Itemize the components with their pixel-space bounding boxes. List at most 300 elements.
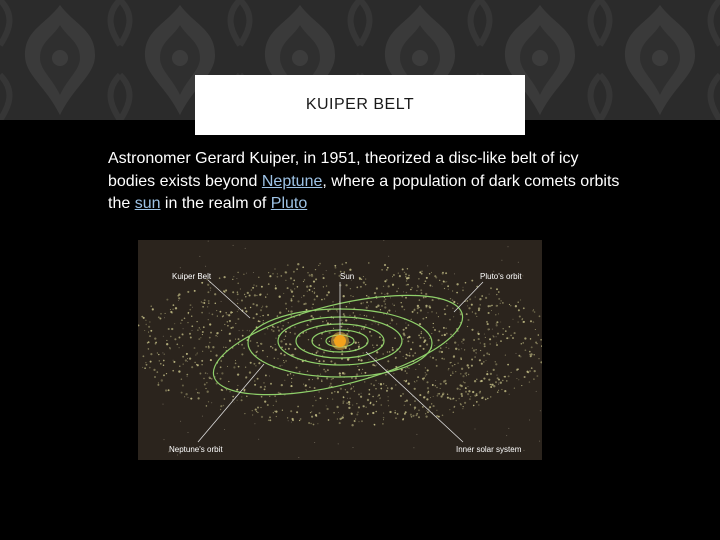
belt-dot — [185, 393, 187, 395]
belt-dot — [270, 346, 272, 348]
belt-dot — [496, 305, 498, 307]
belt-dot — [471, 280, 473, 282]
belt-dot — [509, 304, 510, 305]
belt-dot — [209, 323, 211, 325]
background-star — [466, 372, 467, 373]
background-star — [435, 380, 436, 381]
belt-dot — [252, 303, 254, 305]
belt-dot — [287, 264, 289, 266]
belt-dot — [285, 331, 287, 333]
belt-dot — [449, 409, 450, 410]
belt-dot — [280, 340, 282, 342]
belt-dot — [348, 403, 350, 405]
background-star — [498, 384, 499, 385]
belt-dot — [369, 389, 371, 391]
belt-dot — [368, 262, 369, 263]
belt-dot — [416, 414, 418, 416]
belt-dot — [197, 392, 198, 393]
belt-dot — [367, 399, 369, 401]
belt-dot — [237, 291, 238, 292]
belt-dot — [267, 294, 268, 295]
belt-dot — [387, 293, 389, 295]
belt-dot — [285, 272, 287, 274]
belt-dot — [498, 298, 500, 300]
belt-dot — [249, 294, 251, 296]
belt-dot — [216, 310, 217, 311]
background-star — [246, 273, 247, 274]
belt-dot — [200, 329, 201, 330]
belt-dot — [227, 321, 228, 322]
belt-dot — [214, 293, 216, 295]
belt-dot — [256, 342, 257, 343]
belt-dot — [488, 354, 490, 356]
belt-dot — [275, 344, 276, 345]
belt-dot — [414, 400, 416, 402]
belt-dot — [450, 334, 452, 336]
belt-dot — [496, 321, 498, 323]
belt-dot — [220, 405, 222, 407]
belt-dot — [377, 323, 379, 325]
background-star — [326, 270, 327, 271]
belt-dot — [412, 311, 414, 313]
belt-dot — [262, 350, 264, 352]
belt-dot — [221, 372, 223, 374]
background-star — [178, 300, 179, 301]
belt-dot — [178, 297, 180, 299]
belt-dot — [384, 303, 386, 305]
belt-dot — [202, 302, 203, 303]
belt-dot — [272, 330, 274, 332]
belt-dot — [466, 375, 467, 376]
belt-dot — [490, 386, 492, 388]
background-star — [354, 319, 355, 320]
belt-dot — [384, 264, 386, 266]
belt-dot — [303, 295, 304, 296]
belt-dot — [208, 376, 210, 378]
belt-dot — [428, 391, 429, 392]
belt-dot — [460, 373, 462, 375]
belt-dot — [316, 295, 318, 297]
belt-dot — [302, 266, 304, 268]
belt-dot — [391, 319, 393, 321]
belt-dot — [229, 320, 231, 322]
belt-dot — [361, 279, 362, 280]
belt-dot — [412, 355, 414, 357]
belt-dot — [362, 369, 363, 370]
background-star — [177, 455, 178, 456]
belt-dot — [467, 393, 469, 395]
belt-dot — [479, 392, 481, 394]
belt-dot — [199, 327, 200, 328]
belt-dot — [238, 338, 240, 340]
belt-dot — [533, 309, 534, 310]
belt-dot — [384, 306, 386, 308]
belt-dot — [281, 384, 283, 386]
belt-dot — [359, 314, 360, 315]
background-star — [163, 404, 164, 405]
belt-dot — [232, 326, 234, 328]
belt-dot — [183, 334, 184, 335]
belt-dot — [221, 360, 222, 361]
belt-dot — [332, 398, 333, 399]
belt-dot — [311, 411, 312, 412]
pluto-link[interactable]: Pluto — [270, 195, 308, 212]
belt-dot — [395, 384, 396, 385]
belt-dot — [216, 332, 218, 334]
belt-dot — [343, 415, 344, 416]
belt-dot — [252, 410, 253, 411]
belt-dot — [471, 365, 473, 367]
belt-dot — [256, 411, 257, 412]
background-star — [221, 301, 222, 302]
belt-dot — [363, 282, 365, 284]
belt-dot — [383, 300, 385, 302]
belt-dot — [496, 288, 498, 290]
belt-dot — [355, 377, 357, 379]
belt-dot — [187, 322, 188, 323]
belt-dot — [452, 290, 453, 291]
background-star — [338, 412, 339, 413]
belt-dot — [247, 292, 249, 294]
belt-dot — [395, 366, 397, 368]
belt-dot — [318, 344, 320, 346]
background-star — [475, 429, 476, 430]
belt-dot — [240, 289, 241, 290]
background-star — [375, 366, 376, 367]
belt-dot — [407, 268, 408, 269]
belt-dot — [290, 410, 292, 412]
belt-dot — [442, 272, 444, 274]
belt-dot — [188, 313, 189, 314]
belt-dot — [317, 423, 318, 424]
belt-dot — [293, 271, 295, 273]
background-star — [276, 400, 277, 401]
belt-dot — [441, 334, 443, 336]
belt-dot — [205, 372, 207, 374]
background-star — [238, 309, 239, 310]
belt-dot — [276, 416, 277, 417]
belt-dot — [350, 384, 352, 386]
belt-dot — [245, 296, 246, 297]
belt-dot — [186, 353, 188, 355]
belt-dot — [283, 360, 284, 361]
belt-dot — [515, 305, 517, 307]
belt-dot — [356, 403, 357, 404]
belt-dot — [417, 376, 419, 378]
belt-dot — [291, 378, 292, 379]
belt-dot — [220, 409, 221, 410]
belt-dot — [149, 367, 151, 369]
background-star — [321, 379, 322, 380]
belt-dot — [170, 309, 171, 310]
belt-dot — [332, 301, 333, 302]
belt-dot — [366, 301, 368, 303]
belt-dot — [196, 321, 197, 322]
belt-dot — [276, 401, 277, 402]
belt-dot — [358, 393, 360, 395]
belt-dot — [157, 384, 159, 386]
belt-dot — [491, 310, 492, 311]
belt-dot — [488, 312, 490, 314]
belt-dot — [260, 293, 262, 295]
belt-dot — [423, 297, 425, 299]
belt-dot — [434, 345, 435, 346]
belt-dot — [448, 369, 449, 370]
belt-dot — [403, 356, 404, 357]
belt-dot — [396, 323, 397, 324]
belt-dot — [475, 297, 476, 298]
belt-dot — [530, 338, 532, 340]
belt-dot — [295, 367, 297, 369]
belt-dot — [353, 326, 354, 327]
belt-dot — [501, 389, 502, 390]
belt-dot — [378, 394, 380, 396]
belt-dot — [491, 305, 493, 307]
background-star — [209, 313, 210, 314]
belt-dot — [201, 282, 203, 284]
belt-dot — [293, 283, 294, 284]
belt-dot — [150, 353, 152, 355]
belt-dot — [406, 280, 407, 281]
body-paragraph — [108, 148, 628, 216]
belt-dot — [357, 366, 358, 367]
belt-dot — [452, 398, 453, 399]
belt-dot — [215, 303, 217, 305]
belt-dot — [405, 357, 407, 359]
belt-dot — [387, 373, 388, 374]
belt-dot — [377, 396, 378, 397]
belt-dot — [486, 352, 488, 354]
belt-dot — [405, 370, 407, 372]
belt-dot — [416, 380, 418, 382]
belt-dot — [308, 339, 309, 340]
belt-dot — [423, 348, 425, 350]
belt-dot — [443, 358, 445, 360]
belt-dot — [502, 334, 504, 336]
belt-dot — [181, 320, 182, 321]
belt-dot — [510, 335, 512, 337]
belt-dot — [314, 396, 315, 397]
background-star — [461, 348, 462, 349]
belt-dot — [375, 322, 376, 323]
belt-dot — [518, 302, 519, 303]
belt-dot — [458, 398, 459, 399]
belt-dot — [421, 292, 423, 294]
belt-dot — [309, 320, 311, 322]
background-star — [536, 391, 537, 392]
belt-dot — [488, 379, 490, 381]
belt-dot — [393, 373, 394, 374]
belt-dot — [158, 316, 160, 318]
belt-dot — [198, 392, 200, 394]
belt-dot — [408, 367, 409, 368]
belt-dot — [296, 268, 298, 270]
belt-dot — [210, 359, 212, 361]
belt-dot — [407, 277, 408, 278]
belt-dot — [267, 404, 269, 406]
belt-dot — [511, 372, 512, 373]
belt-dot — [347, 328, 348, 329]
belt-dot — [235, 363, 237, 365]
background-star — [413, 447, 414, 448]
sun — [334, 335, 346, 347]
belt-dot — [288, 310, 289, 311]
belt-dot — [260, 316, 261, 317]
belt-dot — [533, 321, 535, 323]
belt-dot — [350, 288, 351, 289]
belt-dot — [452, 373, 453, 374]
belt-dot — [505, 355, 506, 356]
belt-dot — [194, 347, 196, 349]
slide-title: KUIPER BELT — [305, 96, 415, 113]
sun-link[interactable]: sun — [134, 195, 161, 212]
belt-dot — [145, 324, 146, 325]
belt-dot — [324, 298, 325, 299]
belt-dot — [303, 384, 304, 385]
belt-dot — [524, 376, 526, 378]
background-star — [529, 420, 530, 421]
belt-dot — [436, 395, 438, 397]
belt-dot — [429, 273, 431, 275]
belt-dot — [353, 386, 354, 387]
background-star — [233, 245, 234, 246]
belt-dot — [504, 390, 506, 392]
belt-dot — [457, 388, 459, 390]
belt-dot — [242, 335, 244, 337]
belt-dot — [277, 358, 278, 359]
belt-dot — [510, 305, 511, 306]
belt-dot — [194, 362, 195, 363]
belt-dot — [444, 334, 446, 336]
belt-dot — [432, 299, 434, 301]
belt-dot — [355, 418, 356, 419]
belt-dot — [450, 298, 451, 299]
belt-dot — [405, 297, 407, 299]
belt-dot — [177, 295, 179, 297]
belt-dot — [201, 301, 202, 302]
belt-dot — [370, 383, 372, 385]
belt-dot — [435, 359, 436, 360]
belt-dot — [320, 316, 321, 317]
background-star — [508, 246, 509, 247]
belt-dot — [342, 400, 344, 402]
belt-dot — [541, 345, 542, 346]
belt-dot — [204, 384, 206, 386]
background-star — [522, 275, 523, 276]
belt-dot — [460, 357, 462, 359]
belt-dot — [535, 341, 537, 343]
belt-dot — [425, 372, 426, 373]
belt-dot — [373, 317, 374, 318]
belt-dot — [330, 360, 332, 362]
belt-dot — [468, 390, 470, 392]
belt-dot — [330, 383, 332, 385]
belt-dot — [442, 414, 444, 416]
belt-dot — [366, 315, 368, 317]
belt-dot — [386, 269, 388, 271]
belt-dot — [487, 398, 488, 399]
belt-dot — [365, 284, 366, 285]
neptune-link[interactable]: Neptune — [261, 172, 323, 190]
belt-dot — [173, 304, 175, 306]
belt-dot — [154, 376, 156, 378]
belt-dot — [232, 396, 234, 398]
belt-dot — [495, 363, 497, 365]
belt-dot — [453, 301, 455, 303]
belt-dot — [463, 406, 464, 407]
background-star — [207, 373, 208, 374]
belt-dot — [364, 381, 366, 383]
belt-dot — [145, 320, 146, 321]
belt-dot — [208, 319, 209, 320]
background-star — [388, 256, 389, 257]
belt-dot — [290, 373, 292, 375]
belt-dot — [200, 337, 201, 338]
background-star — [269, 376, 270, 377]
belt-dot — [322, 274, 323, 275]
belt-dot — [293, 375, 294, 376]
belt-dot — [342, 416, 344, 418]
belt-dot — [312, 303, 314, 305]
belt-dot — [490, 384, 491, 385]
belt-dot — [532, 310, 533, 311]
belt-dot — [272, 347, 273, 348]
belt-dot — [313, 281, 315, 283]
belt-dot — [334, 265, 336, 267]
belt-dot — [349, 348, 351, 350]
belt-dot — [230, 327, 232, 329]
belt-dot — [328, 332, 330, 334]
belt-dot — [443, 327, 445, 329]
belt-dot — [481, 397, 483, 399]
background-star — [247, 330, 248, 331]
belt-dot — [331, 392, 333, 394]
belt-dot — [182, 345, 183, 346]
belt-dot — [307, 291, 308, 292]
belt-dot — [427, 369, 429, 371]
belt-dot — [410, 414, 412, 416]
belt-dot — [329, 385, 330, 386]
belt-dot — [444, 308, 446, 310]
belt-dot — [265, 296, 266, 297]
background-star — [458, 345, 459, 346]
belt-dot — [401, 306, 403, 308]
belt-dot — [376, 401, 377, 402]
belt-dot — [405, 380, 407, 382]
belt-dot — [496, 342, 497, 343]
belt-dot — [424, 339, 426, 341]
belt-dot — [337, 418, 338, 419]
background-star — [254, 423, 255, 424]
belt-dot — [360, 396, 362, 398]
belt-dot — [251, 289, 253, 291]
belt-dot — [360, 359, 362, 361]
belt-dot — [387, 387, 388, 388]
belt-dot — [475, 313, 477, 315]
belt-dot — [232, 312, 233, 313]
belt-dot — [257, 412, 258, 413]
belt-dot — [312, 307, 313, 308]
belt-dot — [450, 398, 452, 400]
belt-dot — [315, 278, 317, 280]
belt-dot — [189, 309, 191, 311]
belt-dot — [530, 355, 532, 357]
belt-dot — [345, 319, 347, 321]
belt-dot — [372, 396, 374, 398]
belt-dot — [275, 287, 277, 289]
belt-dot — [431, 272, 432, 273]
belt-dot — [294, 288, 295, 289]
